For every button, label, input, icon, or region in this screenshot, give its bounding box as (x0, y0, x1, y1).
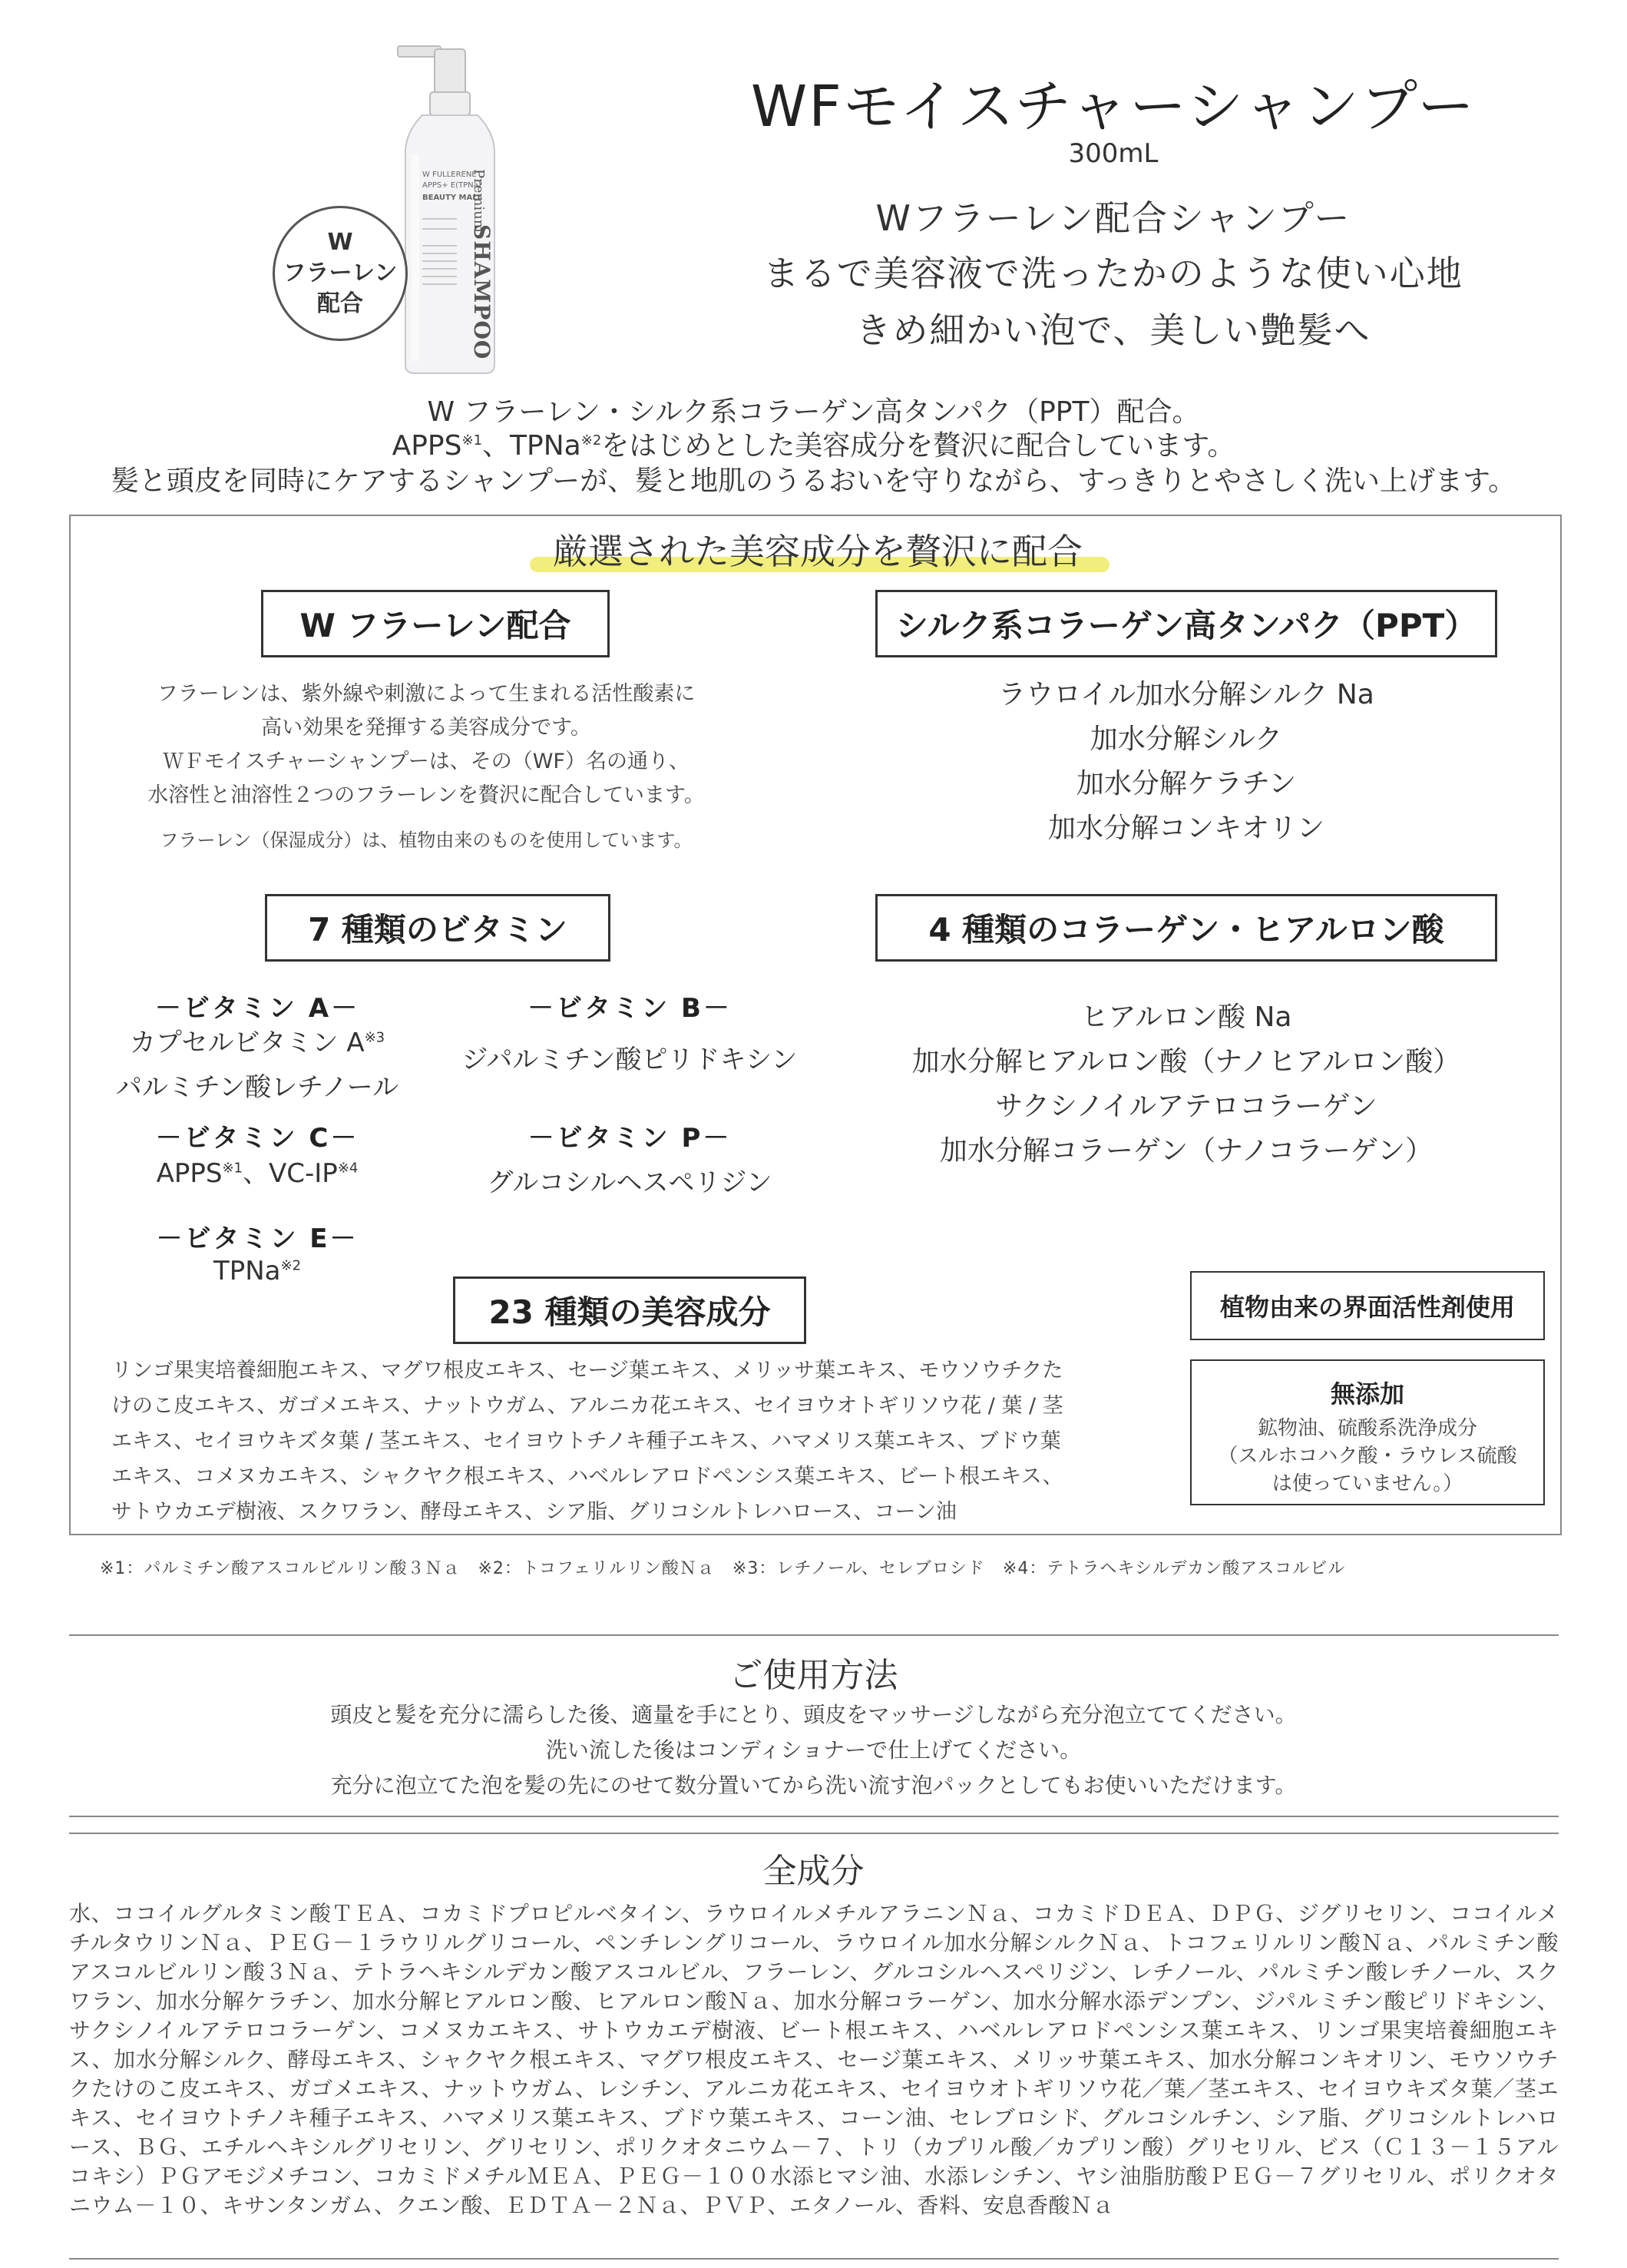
note-marker: ※3 (364, 1029, 385, 1046)
intro-apps: APPS (392, 430, 462, 462)
note-marker: ※1 (461, 432, 483, 449)
intro-line-3: 髪と頭皮を同時にケアするシャンプーが、髪と地肌のうるおいを守りながら、すっきりとやさしく洗い上げます。 (111, 465, 1516, 497)
section-vitamin-title: 7 種類のビタミン (265, 894, 610, 962)
list-item: 加水分解ヒアルロン酸（ナノヒアルロン酸） (911, 1046, 1461, 1078)
product-title: WFモイスチャーシャンプー (751, 74, 1476, 140)
section-collagen-title: 4 種類のコラーゲン・ヒアルロン酸 (875, 894, 1497, 962)
text-line: 洗い流した後はコンディショナーで仕上げてください。 (545, 1737, 1082, 1763)
list-item: サクシノイルアテロコラーゲン (995, 1091, 1377, 1122)
vitamin-b-heading: －ビタミン B－ (527, 993, 732, 1024)
item-text: 、VC-IP (243, 1158, 338, 1189)
vitamin-e-heading: －ビタミン E－ (156, 1223, 359, 1254)
list-item: 加水分解コラーゲン（ナノコラーゲン） (939, 1135, 1434, 1167)
text-line: 充分に泡立てた泡を髪の先にのせて数分置いてから洗い流す泡パックとしてもお使いいただけます。 (330, 1773, 1297, 1798)
vitamin-a-heading: －ビタミン A－ (154, 993, 360, 1024)
vitamin-a-item-1 (77, 1021, 438, 1059)
svg-text:W FULLERENE: W FULLERENE (422, 171, 477, 179)
divider (69, 1816, 1559, 1817)
text-line: サトウカエデ樹液、スクワラン、酵母エキス、シア脂、グリコシルトレハロース、コーン油 (111, 1500, 957, 1524)
collagen-list (875, 995, 1497, 1174)
text-line: エキス、コメヌカエキス、シャクヤク根エキス、ハベルレアロドペンシス葉エキス、ビート根エキス、 (111, 1465, 1063, 1488)
footnotes: ※1：パルミチン酸アスコルビルリン酸３Ｎａ ※2：トコフェリルリン酸Ｎａ ※3：レチノール、セレブロシド ※4：テトラヘキシルデカン酸アスコルビル (100, 1559, 1346, 1578)
text-line: フラーレンは、紫外線や刺激によって生まれる活性酸素に (157, 682, 696, 706)
svg-text:Premium: Premium (471, 169, 487, 233)
fullerene-description (100, 677, 752, 813)
plant-surfactant-box: 植物由来の界面活性剤使用 (1190, 1271, 1545, 1340)
item-text: TPNa (213, 1256, 281, 1286)
text-line: は使っていません。） (1272, 1472, 1463, 1495)
vitamin-e-item (77, 1256, 438, 1286)
beauty23-list (111, 1353, 1163, 1530)
list-item: 加水分解シルク (1090, 723, 1283, 755)
tagline-3: きめ細かい泡で、美しい艶髪へ (855, 310, 1371, 351)
svg-text:APPS+ E(TPNa): APPS+ E(TPNa) (422, 181, 481, 190)
text-line: （スルホコハク酸・ラウレス硫酸 (1218, 1445, 1517, 1468)
divider (69, 2258, 1559, 2260)
text-line: エキス、セイヨウキズタ葉 / 茎エキス、セイヨウトチノキ種子エキス、ハマメリス葉エキス、ブドウ葉 (111, 1429, 1061, 1453)
note-marker: ※4 (337, 1160, 359, 1177)
text-line: けのこ皮エキス、ガゴメエキス、ナットウガム、アルニカ花エキス、セイヨウオトギリソウ花 / 葉 / 茎 (111, 1394, 1063, 1418)
svg-text:SHAMPOO: SHAMPOO (469, 224, 494, 360)
section-ppt-title: シルク系コラーゲン高タンパク（PPT） (875, 590, 1497, 657)
note-marker: ※1 (222, 1160, 243, 1177)
vitamin-a-item-2: パルミチン酸レチノール (115, 1072, 399, 1103)
item-text: カプセルビタミン A (129, 1028, 365, 1058)
vitamin-p-item-1: グルコシルヘスペリジン (487, 1167, 772, 1198)
additive-free-title: 無添加 (1330, 1379, 1404, 1409)
divider (69, 1833, 1559, 1834)
tagline-2: まるで美容液で洗ったかのような使い心地 (763, 253, 1463, 294)
usage-heading: ご使用方法 (729, 1656, 898, 1695)
intro-rest: をはじめとした美容成分を贅沢に配合しています。 (601, 430, 1235, 462)
note-marker: ※2 (280, 1257, 302, 1274)
list-item: 加水分解コンキオリン (1047, 813, 1324, 844)
item-text: APPS (156, 1158, 223, 1189)
svg-text:BEAUTY MALL: BEAUTY MALL (422, 194, 482, 202)
vitamin-c-item (77, 1152, 438, 1190)
vitamin-b-item-1: ジパルミチン酸ピリドキシン (461, 1045, 798, 1075)
usage-text (0, 1697, 1627, 1803)
text-line: 鉱物油、硫酸系洗浄成分 (1257, 1417, 1477, 1440)
vitamin-c-heading: －ビタミン C－ (155, 1123, 359, 1154)
note-marker: ※2 (580, 432, 602, 449)
text-line: 頭皮と髪を充分に濡らした後、適量を手にとり、頭皮をマッサージしながら充分泡立ててください。 (330, 1702, 1297, 1727)
text-line: リンゴ果実培養細胞エキス、マグワ根皮エキス、セージ葉エキス、メリッサ葉エキス、モウソウチクた (111, 1359, 1063, 1382)
additive-free-box (1190, 1359, 1545, 1505)
intro-line-1: W フラーレン・シルク系コラーゲン高タンパク（PPT）配合。 (427, 396, 1200, 428)
list-item: ヒアルロン酸 Na (1080, 1002, 1292, 1033)
fullerene-note: フラーレン（保湿成分）は、植物由来のものを使用しています。 (160, 829, 693, 851)
product-bottle-image (392, 15, 507, 376)
fullerene-badge: W フラーレン 配合 (273, 206, 408, 341)
tagline-1: Wフラーレン配合シャンプー (875, 197, 1351, 239)
full-ingredients-text: 水、ココイルグルタミン酸ＴＥＡ、コカミドプロピルベタイン、ラウロイルメチルアラニンＮａ、コカミドＤＥＡ、ＤＰＧ、ジグリセリン、ココイルメチルタウリンＮａ、ＰＥＧ－１ラウリルグリコール、ペンチレングリコール、ラウロイル加水分解シルクＮａ、トコフェリルリン酸Ｎａ、パルミチン酸アスコルビルリン酸３Ｎａ、テトラヘキシルデカン酸アスコルビル、フラーレン、グルコシルヘスペリジン、レチノール、パルミチン酸レチノール、スクワラン、加水分解ケラチン、加水分解ヒアルロン酸、ヒアルロン酸Ｎａ、加水分解コラーゲン、加水分解水添デンプン、ジパルミチン酸ピリドキシン、サクシノイルアテロコラーゲン、コメヌカエキス、サトウカエデ樹液、ビート根エキス、ハベルレアロドペンシス葉エキス、リンゴ果実培養細胞エキス、加水分解シルク、酵母エキス、シャクヤク根エキス、マグワ根皮エキス、セージ葉エキス、メリッサ葉エキス、加水分解コンキオリン、モウソウチクたけのこ皮エキス、ガゴメエキス、ナットウガム、レシチン、アルニカ花エキス、セイヨウオトギリソウ花／葉／茎エキス、セイヨウキズタ葉／茎エキス、セイヨウトチノキ種子エキス、ハマメリス葉エキス、ブドウ葉エキス、コーン油、セレブロシド、グルコシルチン、シア脂、グリコシルトレハロース、ＢＧ、エチルヘキシルグリセリン、グリセリン、ポリクオタニウム－７、トリ（カプリル酸／カプリン酸）グリセリル、ビス（Ｃ１３－１５アルコキシ）ＰＧアモジメチコン、コカミドメチルＭＥＡ、ＰＥＧ－１００水添ヒマシ油、水添レシチン、ヤシ油脂肪酸ＰＥＧ－７グリセリル、ポリクオタニウム－１０、キサンタンガム、クエン酸、ＥＤＴＡ－２Ｎａ、ＰＶＰ、エタノール、香料、安息香酸Ｎａ (69, 1901, 1559, 2218)
feature-heading: 厳選された美容成分を贅沢に配合 (553, 531, 1083, 572)
ppt-list (875, 673, 1497, 851)
product-volume: 300mL (1068, 138, 1159, 169)
section-fullerene-title: W フラーレン配合 (261, 590, 610, 657)
list-item: 加水分解ケラチン (1076, 768, 1297, 800)
divider (69, 1634, 1559, 1636)
text-line: 水溶性と油溶性２つのフラーレンを贅沢に配合しています。 (147, 783, 705, 807)
ingredients-heading: 全成分 (762, 1852, 865, 1891)
list-item: ラウロイル加水分解シルク Na (998, 679, 1374, 710)
intro-tpna: 、TPNa (482, 430, 581, 462)
text-line: ＷＦモイスチャーシャンプーは、その（WF）名の通り、 (163, 750, 689, 773)
section-beauty23-title: 23 種類の美容成分 (453, 1276, 806, 1344)
vitamin-p-heading: －ビタミン P－ (527, 1123, 732, 1154)
intro-line-2 (0, 424, 1627, 463)
text-line: 高い効果を発揮する美容成分です。 (261, 716, 591, 740)
